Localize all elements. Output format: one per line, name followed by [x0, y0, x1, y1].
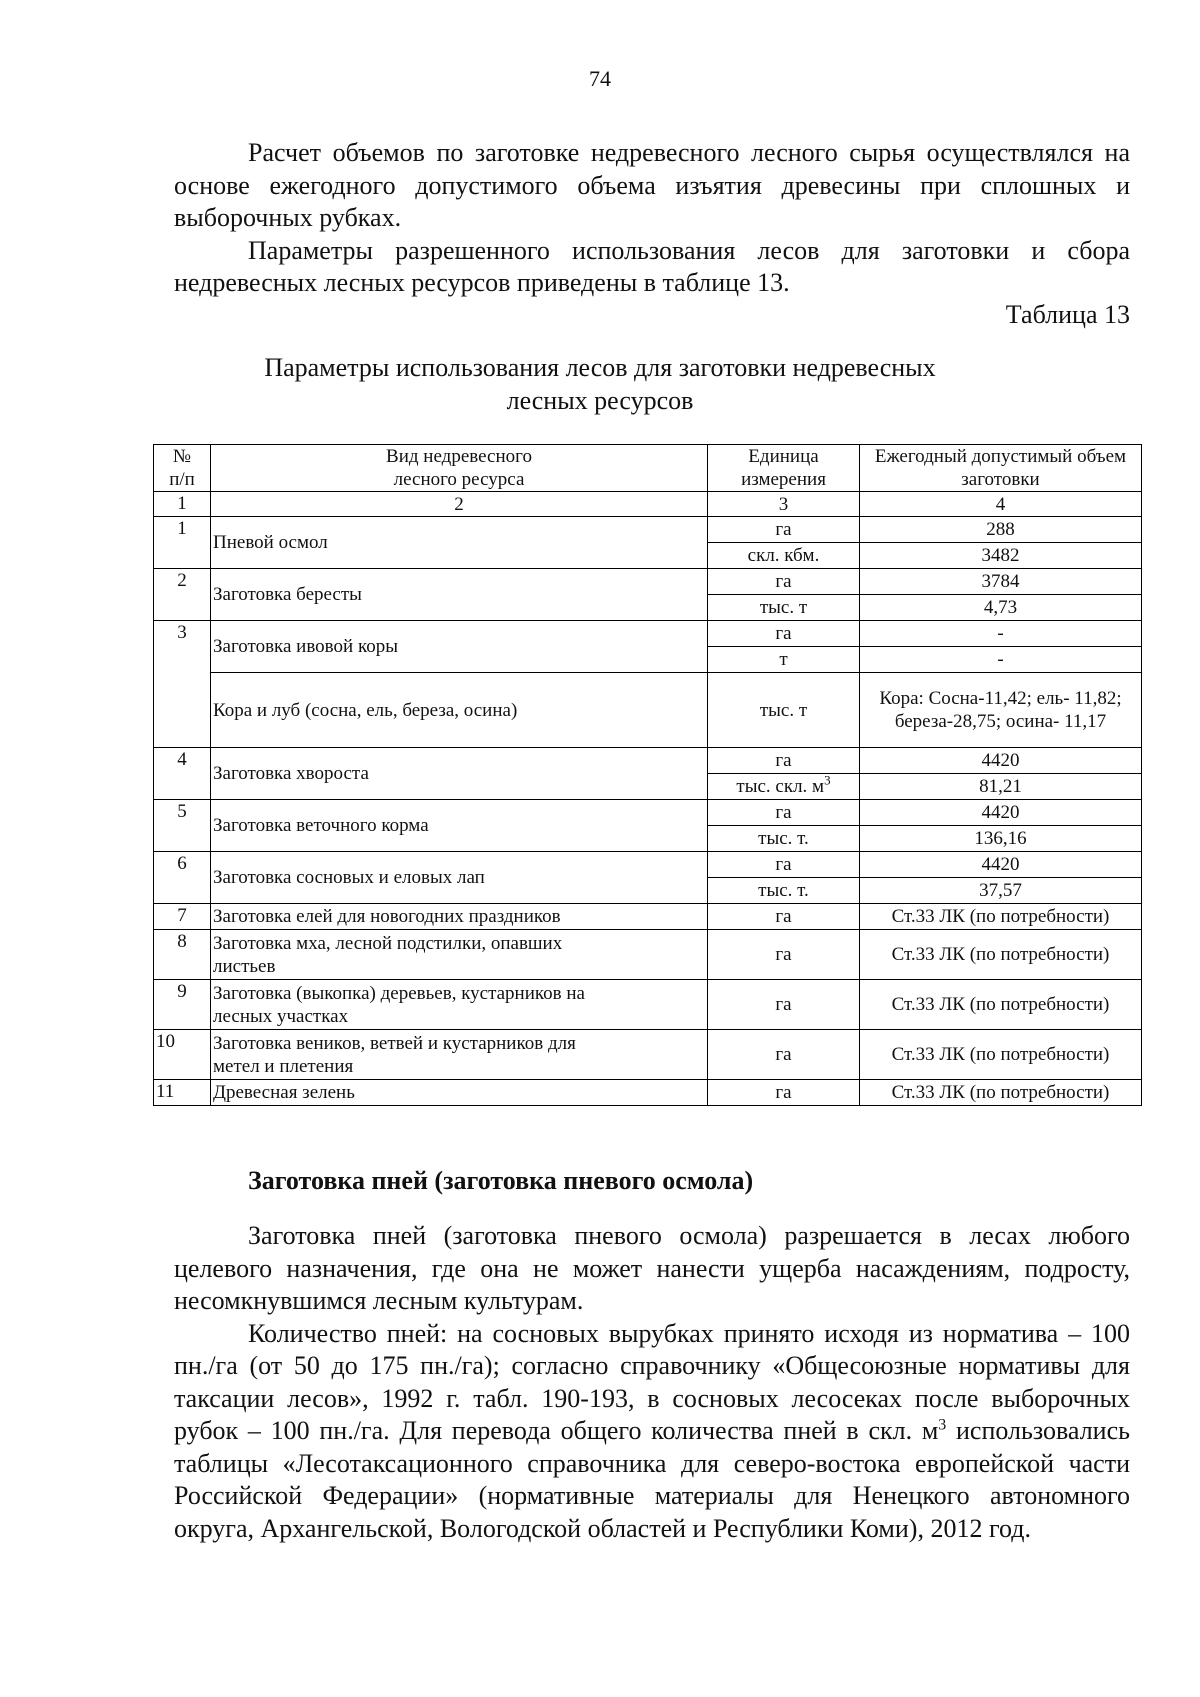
unit-cell: га	[708, 748, 860, 774]
parameters-table	[153, 444, 1142, 1106]
table-row	[154, 852, 1142, 878]
resource-name: Заготовка мха, лесной подстилки, опавших листьев	[211, 930, 708, 980]
header-cell-volume: Ежегодный допустимый объем заготовки	[860, 445, 1142, 492]
unit-cell: тыс. т	[708, 595, 860, 621]
table-row	[154, 621, 1142, 647]
table-row	[154, 1080, 1142, 1106]
unit-cell: тыс. т.	[708, 878, 860, 904]
unit-cell: га	[708, 1080, 860, 1106]
value-cell: 4,73	[860, 595, 1142, 621]
value-cell: 81,21	[860, 774, 1142, 800]
value-cell: Ст.33 ЛК (по потребности)	[860, 980, 1142, 1030]
table-row	[154, 569, 1142, 595]
unit-cell: скл. кбм.	[708, 543, 860, 569]
table-row	[154, 517, 1142, 543]
row-number: 7	[154, 904, 211, 930]
unit-cell: га	[708, 569, 860, 595]
table-cell: 1	[154, 492, 211, 517]
resource-name: Заготовка веточного корма	[211, 800, 708, 852]
value-cell: Ст.33 ЛК (по потребности)	[860, 1030, 1142, 1080]
value-cell: 3482	[860, 543, 1142, 569]
table-label: Таблица 13	[1005, 300, 1130, 329]
header-cell-number: № п/п	[154, 445, 211, 492]
row-number: 9	[154, 980, 211, 1030]
table-title-line: Параметры использования лесов для заготовки недревесных	[264, 353, 936, 382]
table-row	[154, 980, 1142, 1030]
row-number: 6	[154, 852, 211, 904]
table-row	[154, 1030, 1142, 1080]
resource-name: Заготовка ивовой коры	[211, 621, 708, 673]
unit-cell: тыс. т	[708, 673, 860, 748]
resource-name: Кора и луб (сосна, ель, береза, осина)	[211, 673, 708, 748]
unit-cell: га	[708, 1030, 860, 1080]
value-cell: 3784	[860, 569, 1142, 595]
page-number: 74	[589, 66, 611, 91]
value-cell: Ст.33 ЛК (по потребности)	[860, 904, 1142, 930]
unit-cell: га	[708, 904, 860, 930]
header-cell-resource: Вид недревесного лесного ресурса	[211, 445, 708, 492]
intro-text	[174, 137, 1130, 300]
table-row	[154, 904, 1142, 930]
row-number: 11	[154, 1080, 211, 1106]
value-cell: -	[860, 621, 1142, 647]
table-title-line: лесных ресурсов	[506, 386, 694, 415]
table-row	[154, 930, 1142, 980]
unit-cell: га	[708, 930, 860, 980]
section-text	[174, 1220, 1130, 1545]
unit-cell: га	[708, 980, 860, 1030]
resource-name: Заготовка хвороста	[211, 748, 708, 800]
resource-name: Заготовка сосновых и еловых лап	[211, 852, 708, 904]
table-cell: 3	[708, 492, 860, 517]
value-cell: 136,16	[860, 826, 1142, 852]
intro-paragraph: Параметры разрешенного использования лесов для заготовки и сбора недревесных лесных ресурсов приведены в таблице 13.	[174, 235, 1130, 297]
table-row	[154, 800, 1142, 826]
table-cell: 4	[860, 492, 1142, 517]
row-number: 10	[154, 1030, 211, 1080]
value-cell: 4420	[860, 748, 1142, 774]
unit-cell: тыс. скл. $м^3$	[708, 774, 860, 800]
row-number: 4	[154, 748, 211, 800]
section-heading: Заготовка пней (заготовка пневого осмола)	[248, 1166, 754, 1195]
unit-cell: т	[708, 647, 860, 673]
value-cell: 288	[860, 517, 1142, 543]
resource-name: Заготовка (выкопка) деревьев, кустарников на лесных участках	[211, 980, 708, 1030]
unit-cell: тыс. т.	[708, 826, 860, 852]
unit-cell: га	[708, 517, 860, 543]
value-cell: Ст.33 ЛК (по потребности)	[860, 930, 1142, 980]
table-numbering-row	[154, 492, 1142, 517]
table-cell: 2	[211, 492, 708, 517]
header-cell-unit: Единица измерения	[708, 445, 860, 492]
unit-cell: га	[708, 621, 860, 647]
intro-paragraph: Расчет объемов по заготовке недревесного лесного сырья осуществлялся на основе ежегодного допустимого объема изъятия древесины при сплошных и выборочных рубках.	[174, 138, 1130, 232]
value-cell: 4420	[860, 800, 1142, 826]
resource-name: Древесная зелень	[211, 1080, 708, 1106]
table-row	[154, 748, 1142, 774]
resource-name: Заготовка веников, ветвей и кустарников для метел и плетения	[211, 1030, 708, 1080]
row-number: 3	[154, 621, 211, 748]
value-cell: -	[860, 647, 1142, 673]
value-cell: 37,57	[860, 878, 1142, 904]
value-cell: 4420	[860, 852, 1142, 878]
section-paragraph: Количество пней: на сосновых вырубках принято исходя из норматива – 100 пн./га (от 50 до 175 пн./га); согласно справочнику «Общесоюзные нормативы для таксации лесов», 1992 г. табл. 190-193, в сосновых лесосеках после выборочных рубок – 100 пн./га. Для перевода общего количества пней в скл. $м^3$ использовались таблицы «Лесотаксационного справочника для северо-востока европейской части Российской Федерации» (нормативные материалы для Ненецкого автономного округа, Архангельской, Вологодской областей и Республики Коми), 2012 год.	[174, 1318, 1130, 1543]
table-title	[260, 351, 940, 417]
section-paragraph: Заготовка пней (заготовка пневого осмола) разрешается в лесах любого целевого назначения, где она не может нанести ущерба насаждениям, подросту, несомкнувшимся лесным культурам.	[174, 1221, 1130, 1315]
resource-name: Пневой осмол	[211, 517, 708, 569]
row-number: 2	[154, 569, 211, 621]
row-number: 1	[154, 517, 211, 569]
resource-name: Заготовка елей для новогодних праздников	[211, 904, 708, 930]
table-row	[154, 673, 1142, 748]
table-header-row	[154, 445, 1142, 492]
value-cell: Ст.33 ЛК (по потребности)	[860, 1080, 1142, 1106]
row-number: 5	[154, 800, 211, 852]
value-cell: Кора: Сосна-11,42; ель- 11,82; береза-28,75; осина- 11,17	[860, 673, 1142, 748]
unit-cell: га	[708, 852, 860, 878]
row-number: 8	[154, 930, 211, 980]
resource-name: Заготовка бересты	[211, 569, 708, 621]
unit-cell: га	[708, 800, 860, 826]
